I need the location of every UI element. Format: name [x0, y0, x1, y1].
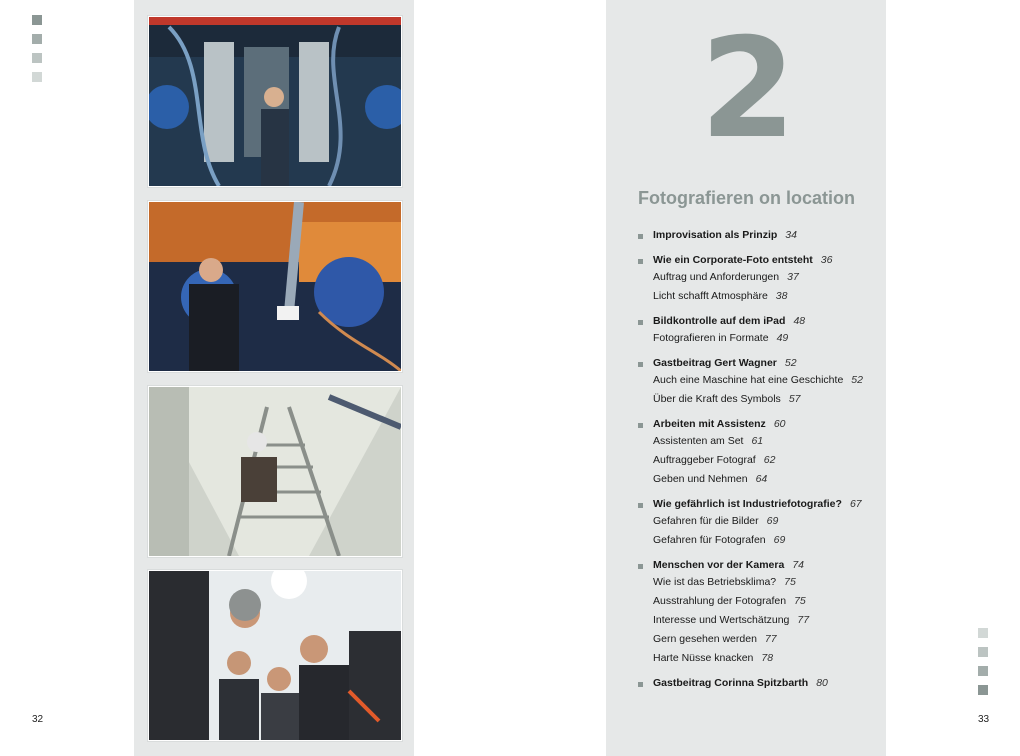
deco-square: [32, 34, 42, 44]
toc-subentry-page: 49: [776, 332, 789, 344]
toc-subentry[interactable]: [653, 290, 787, 302]
toc-bullet: [638, 503, 643, 508]
toc-subentry-page: 57: [788, 393, 801, 405]
toc-entry-page: 36: [820, 254, 833, 266]
toc-subentry[interactable]: [653, 454, 775, 466]
toc-entry-page: 52: [784, 357, 797, 369]
toc-subentry-title: Assistenten am Set: [653, 435, 744, 447]
toc-entry-title: Gastbeitrag Gert Wagner: [653, 357, 777, 369]
toc-entry-title: Bildkontrolle auf dem iPad: [653, 315, 786, 327]
toc-entry-page: 34: [785, 229, 797, 241]
toc-subentry[interactable]: [653, 614, 809, 626]
deco-square: [32, 72, 42, 82]
machine-man-photo: [148, 201, 402, 372]
toc-subentry[interactable]: [653, 393, 801, 405]
workers-group-photo: [148, 570, 402, 741]
toc-subentry-page: 77: [797, 614, 810, 626]
toc-subentry[interactable]: [653, 576, 796, 588]
toc-subentry-title: Geben und Nehmen: [653, 473, 748, 485]
toc-subentry[interactable]: [653, 271, 799, 283]
toc-subentry-title: Fotografieren in Formate: [653, 332, 769, 344]
toc-subentry-page: 75: [794, 595, 806, 607]
deco-square: [978, 647, 988, 657]
toc-subentry-page: 52: [851, 374, 863, 386]
toc-bullet: [638, 682, 643, 687]
deco-square: [978, 628, 988, 638]
chapter-title: Fotografieren on location: [638, 188, 856, 208]
toc-entry-title: Wie ein Corporate-Foto entsteht: [653, 254, 813, 266]
toc-subentry-title: Gefahren für Fotografen: [653, 534, 766, 546]
toc-subentry-title: Interesse und Wertschätzung: [653, 614, 790, 626]
toc-subentry-title: Wie ist das Betriebsklima?: [653, 576, 777, 588]
toc-entry[interactable]: [653, 559, 804, 571]
machine-woman-photo: [148, 16, 402, 187]
toc-entry[interactable]: [653, 254, 832, 266]
toc-subentry-page: 61: [751, 435, 764, 447]
toc-entry[interactable]: [653, 498, 862, 510]
toc-entry-page: 80: [816, 677, 828, 689]
toc-subentry-page: 78: [761, 652, 774, 664]
right-page-number: 33: [978, 714, 990, 725]
toc-subentry-page: 69: [766, 515, 779, 527]
toc-entry-title: Menschen vor der Kamera: [653, 559, 785, 571]
toc-bullet: [638, 320, 643, 325]
toc-subentry[interactable]: [653, 633, 777, 645]
deco-square: [32, 15, 42, 25]
toc-subentry-page: 62: [763, 454, 776, 466]
toc-entry[interactable]: [653, 357, 797, 369]
toc-subentry-page: 37: [787, 271, 799, 283]
deco-square: [32, 53, 42, 63]
toc-entry-page: 74: [792, 559, 804, 571]
toc-subentry-title: Gern gesehen werden: [653, 633, 757, 645]
left-page-number: 32: [32, 714, 44, 725]
toc-subentry[interactable]: [653, 652, 773, 664]
toc-subentry-page: 64: [755, 473, 768, 485]
toc-bullet: [638, 423, 643, 428]
toc-subentry-title: Licht schafft Atmosphäre: [653, 290, 768, 302]
toc-subentry-title: Gefahren für die Bilder: [653, 515, 759, 527]
toc-entry-page: 67: [849, 498, 862, 510]
toc-subentry-page: 38: [775, 290, 788, 302]
toc-bullet: [638, 234, 643, 239]
toc-entry-title: Gastbeitrag Corinna Spitzbarth: [653, 677, 809, 689]
toc-panel: [606, 0, 886, 756]
chapter-number: 2: [699, 8, 793, 169]
toc-subentry-title: Auftraggeber Fotograf: [653, 454, 756, 466]
toc-subentry-page: 77: [764, 633, 777, 645]
toc-subentry-title: Auftrag und Anforderungen: [653, 271, 780, 283]
toc-entry[interactable]: [653, 677, 828, 689]
toc-subentry[interactable]: [653, 435, 763, 447]
toc-subentry[interactable]: [653, 473, 767, 485]
toc-bullet: [638, 362, 643, 367]
toc-subentry[interactable]: [653, 515, 778, 527]
deco-square: [978, 666, 988, 676]
toc-bullet: [638, 259, 643, 264]
toc-subentry-page: 69: [773, 534, 786, 546]
toc-subentry-title: Ausstrahlung der Fotografen: [653, 595, 787, 607]
toc-subentry[interactable]: [653, 595, 806, 607]
ladder-tower-photo: [148, 386, 402, 557]
toc-subentry[interactable]: [653, 534, 785, 546]
toc-subentry-title: Harte Nüsse knacken: [653, 652, 754, 664]
toc-entry[interactable]: [653, 418, 786, 430]
toc-bullet: [638, 564, 643, 569]
toc-entry[interactable]: [653, 315, 805, 327]
toc-entry-title: Improvisation als Prinzip: [653, 229, 778, 241]
toc-subentry[interactable]: [653, 332, 788, 344]
toc-subentry[interactable]: [653, 374, 863, 386]
toc-entry-title: Wie gefährlich ist Industriefotografie?: [653, 498, 842, 510]
toc-entry-page: 48: [793, 315, 806, 327]
toc-subentry-title: Auch eine Maschine hat eine Geschichte: [653, 374, 844, 386]
toc-subentry-page: 75: [784, 576, 796, 588]
toc-entry-title: Arbeiten mit Assistenz: [653, 418, 766, 430]
photo-column: [134, 0, 414, 756]
deco-square: [978, 685, 988, 695]
toc-entry[interactable]: [653, 229, 797, 241]
toc-subentry-title: Über die Kraft des Symbols: [653, 393, 781, 405]
toc-entry-page: 60: [773, 418, 786, 430]
